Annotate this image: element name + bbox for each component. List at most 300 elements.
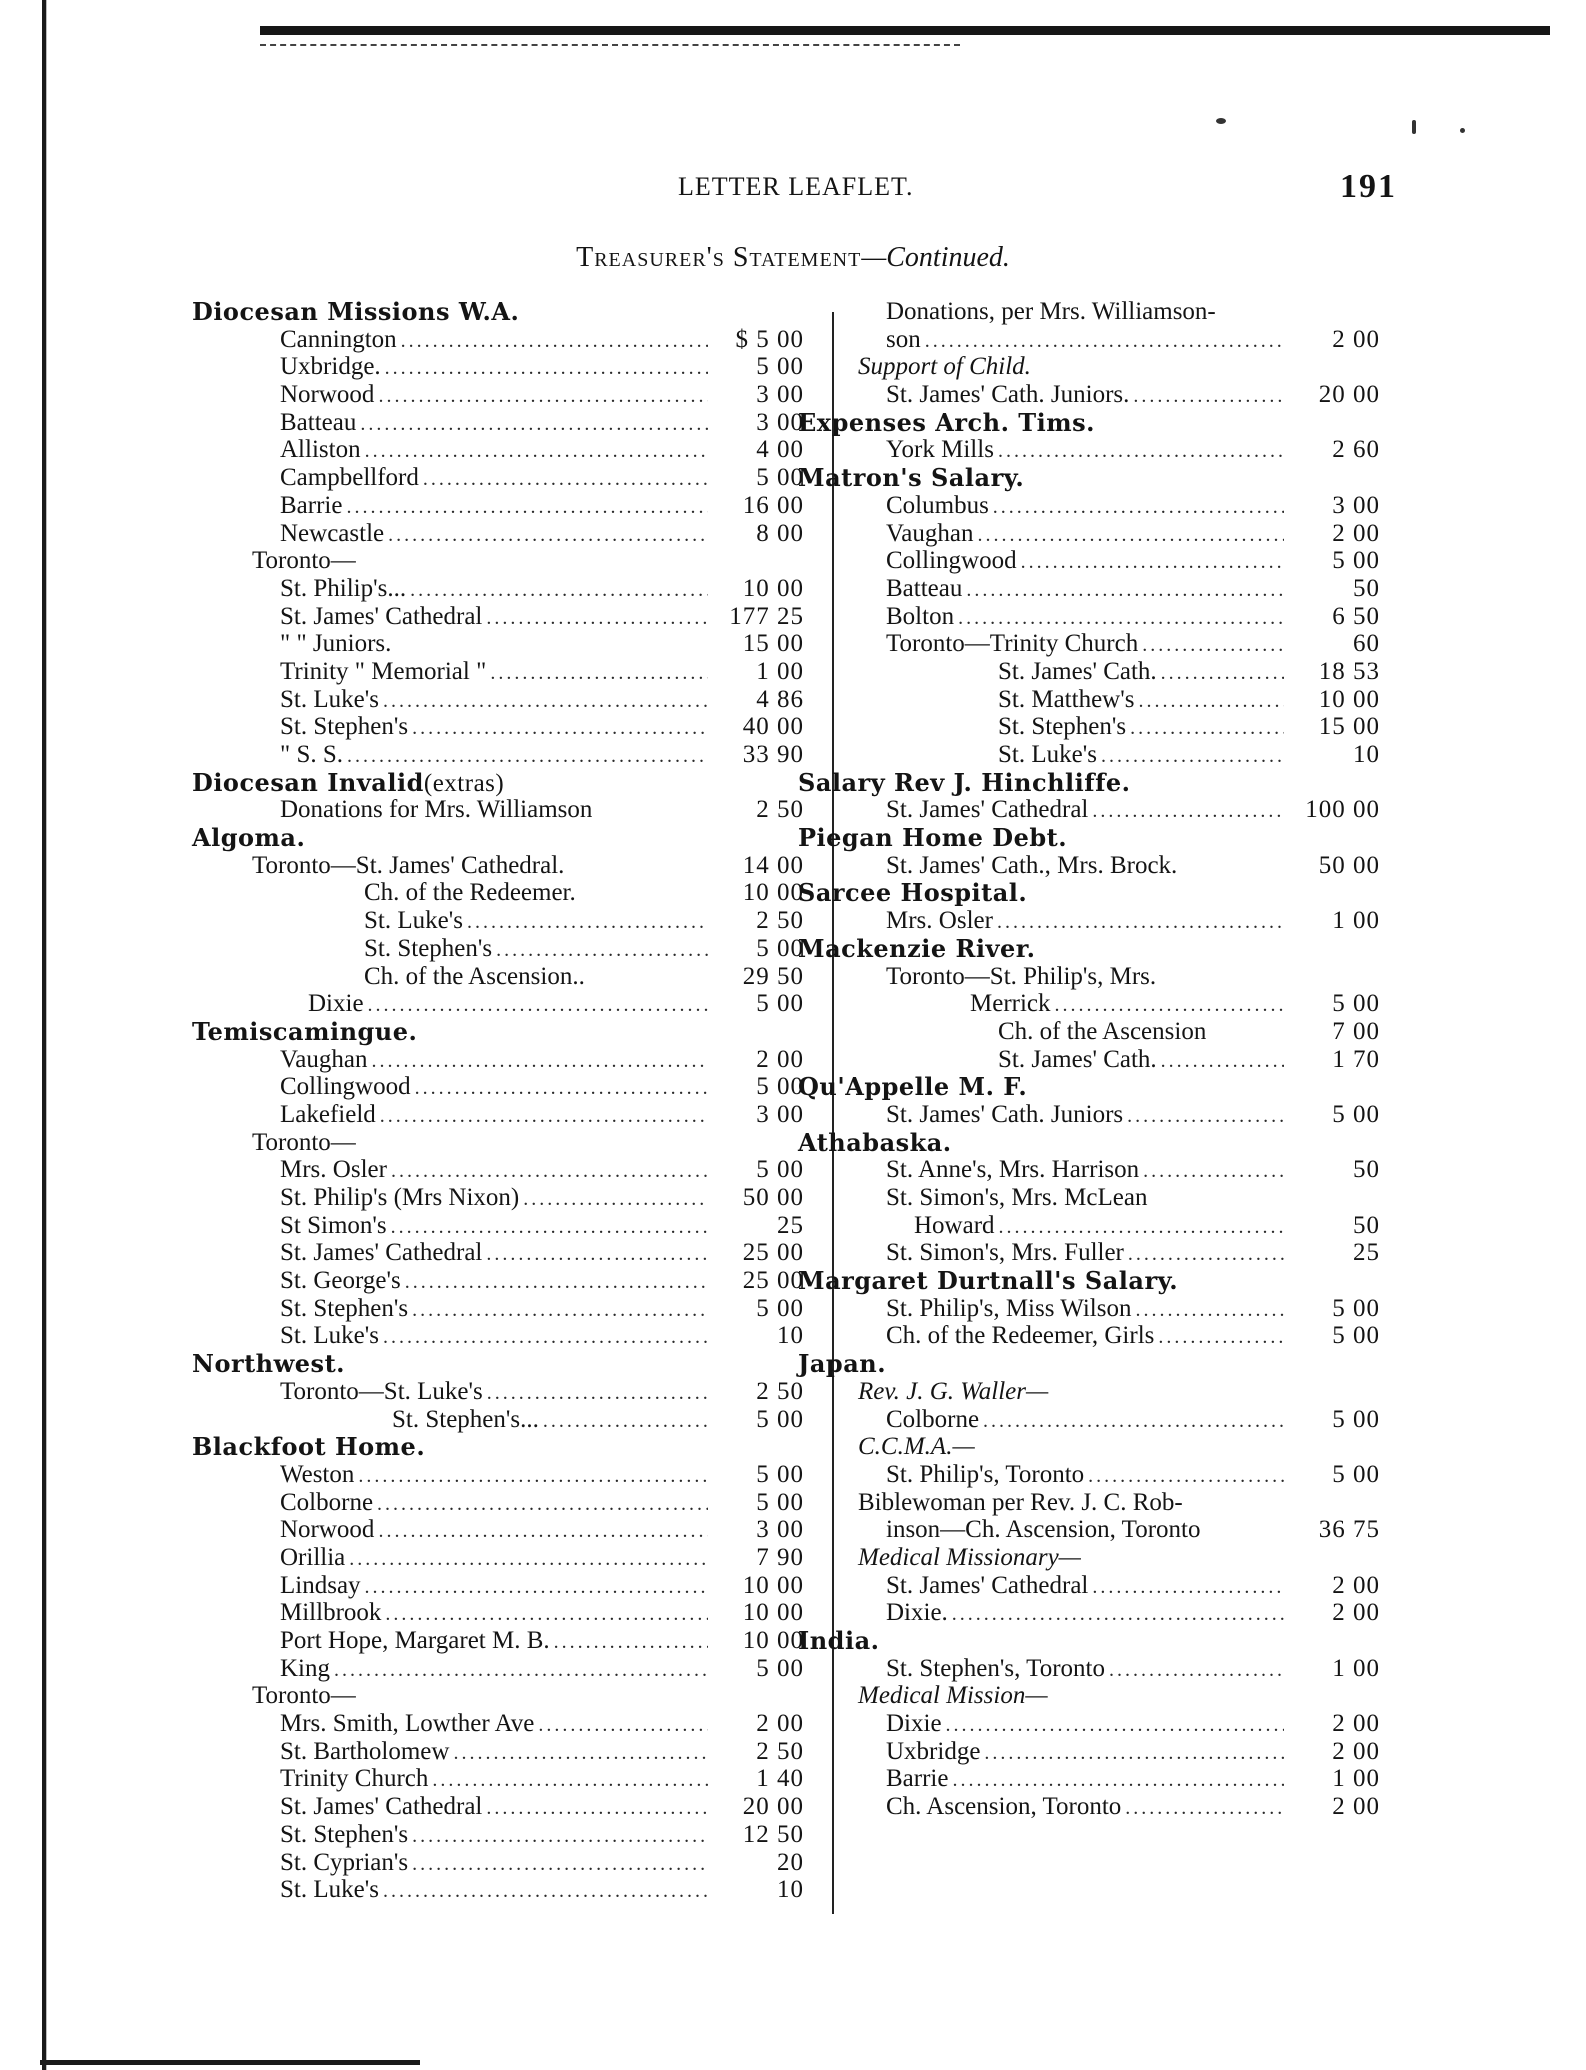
ledger-heading (798, 879, 1380, 907)
dot-leader (383, 1878, 708, 1906)
ledger-entry (252, 796, 804, 824)
entry-amount: 5 00 (1332, 1460, 1380, 1488)
entry-label: Ch. Ascension, Toronto (886, 1793, 1122, 1821)
dot-leader (432, 1767, 708, 1795)
entry-amount: 33 90 (742, 741, 804, 768)
dot-leader (360, 411, 708, 439)
entry-amount: 40 00 (742, 713, 804, 741)
dot-leader (538, 1712, 708, 1740)
ledger-heading-text: Algoma. (192, 823, 306, 853)
entry-label: Norwood (280, 381, 375, 409)
entry-amount: 60 (1353, 630, 1380, 658)
entry-label: Collingwood (886, 547, 1017, 575)
entry-label: Medical Mission— (858, 1682, 1048, 1710)
entry-label: Dixie. (886, 1599, 948, 1627)
ledger-heading (192, 1350, 804, 1378)
entry-label: St. Simon's, Mrs. Fuller (886, 1239, 1124, 1267)
ledger-entry (858, 1018, 1380, 1046)
dot-leader (412, 1823, 708, 1851)
ledger-entry (858, 1599, 1380, 1627)
entry-label: St. Philip's (Mrs Nixon) (280, 1184, 520, 1211)
entry-label: Orillia (280, 1543, 346, 1571)
left-column (192, 297, 804, 1904)
ledger-entry (858, 547, 1380, 575)
ledger-entry (252, 1156, 804, 1184)
ledger-entry (252, 741, 804, 769)
entry-amount: 1 70 (1332, 1045, 1380, 1073)
entry-label: Donations for Mrs. Williamson (280, 796, 593, 824)
entry-label: Support of Child. (858, 353, 1031, 381)
dot-leader (486, 1795, 708, 1823)
dot-leader (999, 1214, 1284, 1242)
ledger-heading (192, 1433, 804, 1461)
dot-leader (952, 1601, 1284, 1629)
ledger-entry (252, 1710, 804, 1738)
running-header (0, 168, 1586, 208)
ledger-heading-text: Northwest. (192, 1349, 346, 1379)
entry-label: Mrs. Osler (280, 1156, 387, 1184)
entry-label: St. Luke's (280, 1876, 379, 1904)
ledger-heading-text: Piegan Home Debt. (798, 823, 1068, 853)
entry-amount: 5 00 (1332, 547, 1380, 575)
ledger-entry (252, 1239, 804, 1267)
entry-label: Barrie (280, 491, 343, 519)
ledger-heading-note: (extras) (423, 769, 505, 797)
dot-leader (365, 1574, 708, 1602)
ledger-heading (798, 409, 1380, 437)
entry-label: Rev. J. G. Waller— (858, 1377, 1049, 1405)
entry-label: St. Stephen's (280, 1820, 409, 1848)
ledger-heading-text: Matron's Salary. (798, 463, 1025, 493)
entry-label: Cannington (280, 325, 397, 353)
dot-leader (378, 383, 708, 411)
ledger-entry (252, 603, 804, 631)
ledger-entry (252, 409, 804, 437)
ledger-subheading (858, 1378, 1380, 1406)
ledger-entry (858, 1322, 1380, 1350)
ledger-entry (252, 1572, 804, 1600)
dot-leader (543, 1408, 708, 1436)
entry-label: Batteau (886, 574, 963, 602)
ledger-entry (858, 990, 1380, 1018)
entry-amount: 50 00 (742, 1184, 804, 1211)
ledger-heading (798, 464, 1380, 492)
entry-amount: 2 00 (756, 1045, 804, 1073)
dot-leader (365, 438, 708, 466)
entry-label: St. Luke's (998, 741, 1097, 768)
entry-amount: 25 (1353, 1239, 1380, 1267)
entry-label: Uxbridge (886, 1737, 981, 1765)
ledger-entry (252, 1627, 804, 1655)
ledger-heading (798, 1350, 1380, 1378)
ledger-entry (252, 1738, 804, 1766)
ledger-entry (252, 1793, 804, 1821)
entry-label: St. James' Cathedral (280, 1793, 483, 1821)
entry-amount: 50 (1353, 574, 1380, 602)
ledger-entry (252, 1876, 804, 1904)
dot-leader (1142, 632, 1284, 660)
dot-leader (983, 1408, 1284, 1436)
ledger-entry (252, 686, 804, 714)
ledger-entry (252, 1073, 804, 1101)
entry-label: Toronto—St. Luke's (280, 1377, 483, 1405)
ledger-heading (798, 824, 1380, 852)
dot-leader (487, 1380, 708, 1408)
dot-leader (415, 1075, 708, 1103)
ledger-entry (252, 575, 804, 603)
dot-leader (385, 355, 708, 383)
entry-label: St. James' Cathedral (886, 796, 1089, 824)
entry-label: Medical Missionary— (858, 1543, 1081, 1571)
entry-amount: 16 00 (742, 491, 804, 519)
entry-label: St. James' Cath. (998, 657, 1157, 685)
entry-label: Campbellford (280, 464, 419, 492)
entry-label: St. James' Cathedral (280, 602, 483, 630)
dot-leader (378, 1518, 708, 1546)
scan-speck (1412, 120, 1416, 134)
entry-amount: 5 00 (1332, 1322, 1380, 1350)
entry-amount: 15 00 (1318, 713, 1380, 741)
entry-label: St. James' Cath. Juniors (886, 1100, 1124, 1128)
ledger-heading-text: Blackfoot Home. (192, 1432, 426, 1462)
ledger-entry (858, 1212, 1380, 1240)
entry-label: Dixie (308, 990, 364, 1018)
dot-leader (496, 937, 708, 965)
ledger-entry (858, 381, 1380, 409)
entry-label: St. Stephen's, Toronto (886, 1654, 1105, 1682)
scan-border-left (42, 0, 54, 2070)
dot-leader (334, 1657, 708, 1685)
entry-label: Toronto—St. James' Cathedral. (252, 851, 565, 879)
ledger-entry (252, 630, 804, 658)
entry-amount: 10 00 (742, 574, 804, 602)
entry-label: Toronto— (252, 547, 356, 575)
entry-amount: 20 00 (1318, 381, 1380, 409)
entry-amount: 2 50 (756, 907, 804, 935)
entry-amount: 1 00 (756, 657, 804, 685)
entry-label: King (280, 1654, 330, 1682)
ledger-entry (858, 713, 1380, 741)
entry-amount: 15 00 (742, 630, 804, 658)
section-title (0, 242, 1586, 274)
entry-label: Port Hope, Margaret M. B. (280, 1627, 550, 1654)
entry-label: Donations, per Mrs. Williamson- (886, 298, 1216, 325)
dot-leader (371, 1048, 708, 1076)
entry-label: Toronto—St. Philip's, Mrs. (886, 962, 1157, 990)
entry-label: Toronto—Trinity Church (886, 630, 1139, 658)
entry-amount: 5 00 (1332, 1100, 1380, 1128)
dot-leader (368, 992, 708, 1020)
dot-leader (1021, 549, 1284, 577)
entry-label: St. Stephen's... (392, 1405, 539, 1433)
entry-label: Lakefield (280, 1100, 376, 1128)
ledger-entry (252, 1599, 804, 1627)
entry-label: St. Anne's, Mrs. Harrison (886, 1156, 1140, 1184)
ledger-entry (252, 1489, 804, 1517)
ledger-heading (192, 298, 804, 326)
entry-amount: 50 (1353, 1211, 1380, 1239)
dot-leader (1125, 1795, 1284, 1823)
entry-amount: 1 00 (1332, 1654, 1380, 1682)
ledger-entry (252, 1461, 804, 1489)
ledger-heading-text: Temiscamingue. (192, 1016, 418, 1046)
section-title-main: Treasurer's Statement (576, 242, 862, 273)
entry-amount: 5 00 (1332, 1294, 1380, 1322)
ledger-entry (252, 1184, 804, 1212)
entry-label: inson—Ch. Ascension, Toronto (886, 1516, 1201, 1544)
entry-label: " S. S. (280, 741, 344, 768)
entry-amount: 1 00 (1332, 907, 1380, 935)
dot-leader (377, 1491, 708, 1519)
entry-label: Mrs. Smith, Lowther Ave (280, 1710, 535, 1738)
entry-amount: 2 00 (756, 1710, 804, 1738)
entry-label: Ch. of the Redeemer, Girls (886, 1322, 1155, 1350)
dot-leader (925, 328, 1284, 356)
entry-label: Bolton (886, 602, 955, 630)
dot-leader (391, 1214, 708, 1242)
ledger-entry (252, 1046, 804, 1074)
entry-label: St. Philip's... (280, 574, 407, 602)
dot-leader (349, 1546, 708, 1574)
ledger-entry (858, 1572, 1380, 1600)
ledger-heading (798, 1129, 1380, 1157)
dot-leader (1127, 1103, 1284, 1131)
entry-amount: 18 53 (1318, 657, 1380, 685)
entry-label: St. Luke's (280, 1322, 379, 1350)
entry-label: St. James' Cathedral (886, 1571, 1089, 1599)
entry-amount: 2 00 (1332, 1571, 1380, 1599)
entry-amount: 5 00 (756, 1156, 804, 1184)
entry-label: St. Luke's (280, 685, 379, 713)
dot-leader (401, 328, 708, 356)
entry-label: son (886, 325, 921, 353)
entry-label: Toronto— (252, 1128, 356, 1156)
entry-label: Ch. of the Ascension.. (364, 962, 585, 990)
entry-amount: 5 00 (1332, 1405, 1380, 1433)
entry-amount: 2 00 (1332, 519, 1380, 547)
entry-label: Biblewoman per Rev. J. C. Rob- (858, 1488, 1183, 1516)
ledger-entry (858, 575, 1380, 603)
dot-leader (984, 1740, 1284, 1768)
entry-amount: 3 00 (756, 1100, 804, 1128)
ledger-entry (252, 1322, 804, 1350)
entry-label: Millbrook (280, 1599, 382, 1627)
ledger-entry (858, 1461, 1380, 1489)
entry-label: St. Simon's, Mrs. McLean (886, 1184, 1148, 1211)
entry-amount: 20 (777, 1848, 804, 1876)
column-rule (832, 312, 834, 1914)
ledger-entry (252, 1516, 804, 1544)
entry-amount: 100 00 (1305, 796, 1380, 824)
ledger-entry (858, 520, 1380, 548)
ledger-heading (798, 1073, 1380, 1101)
entry-amount: 3 00 (756, 381, 804, 409)
dot-leader (1092, 1574, 1284, 1602)
entry-label: Trinity " Memorial " (280, 657, 487, 685)
entry-amount: 5 00 (756, 1488, 804, 1516)
ledger-heading-text: Diocesan Missions W.A. (192, 297, 520, 326)
dot-leader (966, 577, 1284, 605)
scan-border-dashes (260, 44, 960, 46)
entry-amount: 5 00 (756, 464, 804, 492)
entry-label: Colborne (280, 1488, 374, 1516)
dot-leader (1101, 743, 1284, 771)
ledger-entry (252, 713, 804, 741)
ledger-subheading (252, 1129, 804, 1157)
entry-amount: 2 50 (756, 796, 804, 824)
ledger-entry (252, 381, 804, 409)
ledger-subheading (252, 547, 804, 575)
ledger-entry (252, 990, 804, 1018)
dot-leader (405, 1269, 708, 1297)
entry-amount: 5 00 (756, 990, 804, 1018)
ledger-subheading (858, 1489, 1380, 1517)
ledger-subheading (252, 1682, 804, 1710)
entry-amount: 29 50 (742, 962, 804, 990)
dot-leader (958, 605, 1284, 633)
entry-label: Trinity Church (280, 1765, 429, 1793)
entry-label: " " Juniors. (280, 630, 392, 658)
entry-label: Colborne (886, 1405, 980, 1433)
dot-leader (412, 715, 708, 743)
dot-leader (486, 605, 708, 633)
ledger-heading (798, 1267, 1380, 1295)
ledger-heading-text: Athabaska. (798, 1127, 952, 1157)
dot-leader (977, 522, 1284, 550)
entry-label: St. James' Cath., Mrs. Brock. (886, 851, 1178, 879)
dot-leader (391, 1158, 708, 1186)
entry-label: Merrick (970, 990, 1051, 1018)
ledger-heading-text: Margaret Durtnall's Salary. (798, 1266, 1179, 1296)
entry-label: St. Stephen's (280, 713, 409, 741)
ledger-entry (252, 520, 804, 548)
entry-label: St. Stephen's (998, 713, 1127, 741)
dot-leader (346, 494, 708, 522)
entry-label: Ch. of the Redeemer. (364, 879, 576, 907)
right-column (798, 298, 1380, 1821)
ledger-heading (798, 769, 1380, 797)
entry-amount: 6 50 (1332, 602, 1380, 630)
entry-amount: 5 00 (756, 1294, 804, 1322)
ledger-entry (858, 1710, 1380, 1738)
dot-leader (347, 743, 708, 771)
ledger-heading-text: Salary Rev J. Hinchliffe. (798, 767, 1131, 797)
ledger-entry (252, 1101, 804, 1129)
ledger-heading (192, 1018, 804, 1046)
entry-label: C.C.M.A.— (858, 1433, 975, 1461)
ledger-entry (252, 935, 804, 963)
entry-amount: 177 25 (729, 602, 804, 630)
ledger-entry (858, 1295, 1380, 1323)
entry-amount: 5 00 (756, 1654, 804, 1682)
ledger-subheading (858, 1682, 1380, 1710)
entry-label: Toronto— (252, 1682, 356, 1710)
entry-amount: 7 00 (1332, 1017, 1380, 1045)
entry-amount: 10 00 (1318, 685, 1380, 713)
ledger-entry (252, 492, 804, 520)
dot-leader (952, 1767, 1284, 1795)
dot-leader (1161, 660, 1284, 688)
ledger-entry (858, 796, 1380, 824)
ledger-entry (858, 603, 1380, 631)
dot-leader (1055, 992, 1284, 1020)
entry-amount: 2 50 (756, 1377, 804, 1405)
ledger-subheading (858, 298, 1380, 326)
entry-label: Howard (914, 1211, 995, 1239)
entry-label: Newcastle (280, 519, 385, 547)
dot-leader (490, 660, 708, 688)
entry-label: St. Stephen's (364, 934, 493, 962)
entry-label: Mrs. Osler (886, 907, 993, 935)
entry-amount: 4 00 (756, 436, 804, 464)
scan-speck (1460, 128, 1465, 133)
entry-label: St. James' Cath. (998, 1045, 1157, 1073)
ledger-entry (858, 492, 1380, 520)
page-number: 191 (1340, 168, 1397, 205)
entry-label: St Simon's (280, 1211, 387, 1239)
dot-leader (1109, 1657, 1284, 1685)
ledger-entry (858, 1406, 1380, 1434)
entry-label: Batteau (280, 408, 357, 436)
entry-amount: 1 40 (756, 1765, 804, 1793)
scan-border-bottom (40, 2060, 420, 2065)
ledger-entry (858, 1046, 1380, 1074)
entry-amount: 50 (1353, 1156, 1380, 1184)
entry-amount: 10 (777, 1876, 804, 1904)
dot-leader (383, 1324, 708, 1352)
ledger-entry (858, 1655, 1380, 1683)
dot-leader (358, 1463, 708, 1491)
ledger-subheading (858, 1544, 1380, 1572)
ledger-entry (252, 436, 804, 464)
entry-amount: 12 50 (742, 1820, 804, 1848)
dot-leader (946, 1712, 1284, 1740)
entry-amount: 14 00 (742, 851, 804, 879)
dot-leader (523, 1186, 708, 1214)
ledger-subheading (858, 1433, 1380, 1461)
entry-amount: 4 86 (756, 685, 804, 713)
ledger-entry (858, 1516, 1380, 1544)
entry-amount: 3 00 (1332, 491, 1380, 519)
ledger-entry (252, 1295, 804, 1323)
ledger-heading-text: Expenses Arch. Tims. (798, 407, 1096, 437)
ledger-entry (858, 907, 1380, 935)
ledger-entry (858, 686, 1380, 714)
section-title-continued: —Continued. (861, 242, 1010, 273)
entry-amount: 10 00 (742, 1627, 804, 1654)
scan-border-top (260, 26, 1550, 35)
dot-leader (467, 909, 708, 937)
entry-amount: 5 00 (756, 353, 804, 381)
entry-amount: 25 00 (742, 1239, 804, 1267)
entry-amount: 5 00 (756, 1405, 804, 1433)
ledger-heading (192, 769, 804, 797)
entry-label: Vaughan (886, 519, 974, 547)
entry-amount: 2 00 (1332, 1737, 1380, 1765)
entry-amount: 3 00 (756, 408, 804, 436)
entry-label: St. Matthew's (998, 685, 1135, 713)
entry-amount: 5 00 (756, 934, 804, 962)
ledger-entry (858, 630, 1380, 658)
dot-leader (1133, 383, 1284, 411)
entry-amount: 10 (1353, 741, 1380, 768)
entry-label: York Mills (886, 436, 994, 464)
entry-amount: 5 00 (1332, 990, 1380, 1018)
entry-label: St. Luke's (364, 907, 463, 935)
ledger-subheading (858, 1184, 1380, 1212)
entry-amount: 10 (777, 1322, 804, 1350)
entry-amount: 5 00 (756, 1460, 804, 1488)
